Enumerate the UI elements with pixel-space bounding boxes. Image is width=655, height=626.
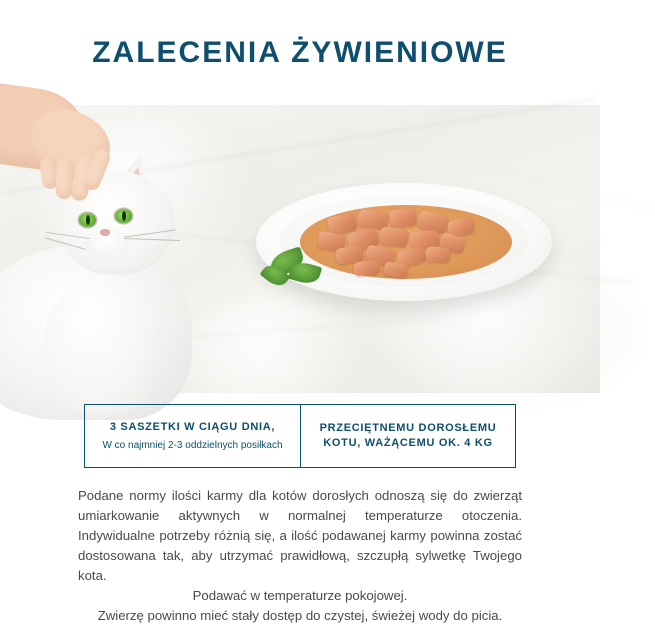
meat-chunk xyxy=(379,227,409,248)
callout-daily-pouches xyxy=(85,405,300,467)
header xyxy=(0,0,600,105)
meat-chunk xyxy=(389,208,417,229)
page-title: ZALECENIA ŻYWIENIOWE xyxy=(92,35,508,69)
meat-chunk xyxy=(353,260,380,277)
body-paragraph-1: Podane normy ilości karmy dla kotów dorosłych odnoszą się do zwierząt umiarkowanie aktywnych w normalnej temperaturze otoczenia. Indywidualne potrzeby różnią się, a ilość podawanej karmy powinna zostać dostosowana tak, aby utrzymać prawidłową, szczupłą sylwetkę Twojego kota. xyxy=(78,488,522,584)
meat-chunk xyxy=(426,246,451,263)
callout-cat-weight xyxy=(300,405,515,467)
petting-hand xyxy=(0,103,144,223)
callout-title: PRZECIĘTNEMU DOROSŁEMU KOTU, WAŻĄCEMU OK. 4 KG xyxy=(319,422,497,449)
cat-nose xyxy=(100,229,110,236)
body-paragraph-2: Podawać w temperaturze pokojowej. xyxy=(192,588,408,604)
body-copy xyxy=(78,486,522,626)
callout-subtitle: W co najmniej 2-3 oddzielnych posiłkach xyxy=(102,439,283,451)
body-paragraph-3: Zwierzę powinno mieć stały dostęp do czystej, świeżej wody do picia. xyxy=(97,608,503,624)
hero-photo xyxy=(0,105,600,393)
feeding-guide-boxes xyxy=(84,404,516,468)
plate-of-food xyxy=(256,183,552,313)
callout-title: 3 SASZETKI W CIĄGU DNIA, xyxy=(109,421,276,434)
